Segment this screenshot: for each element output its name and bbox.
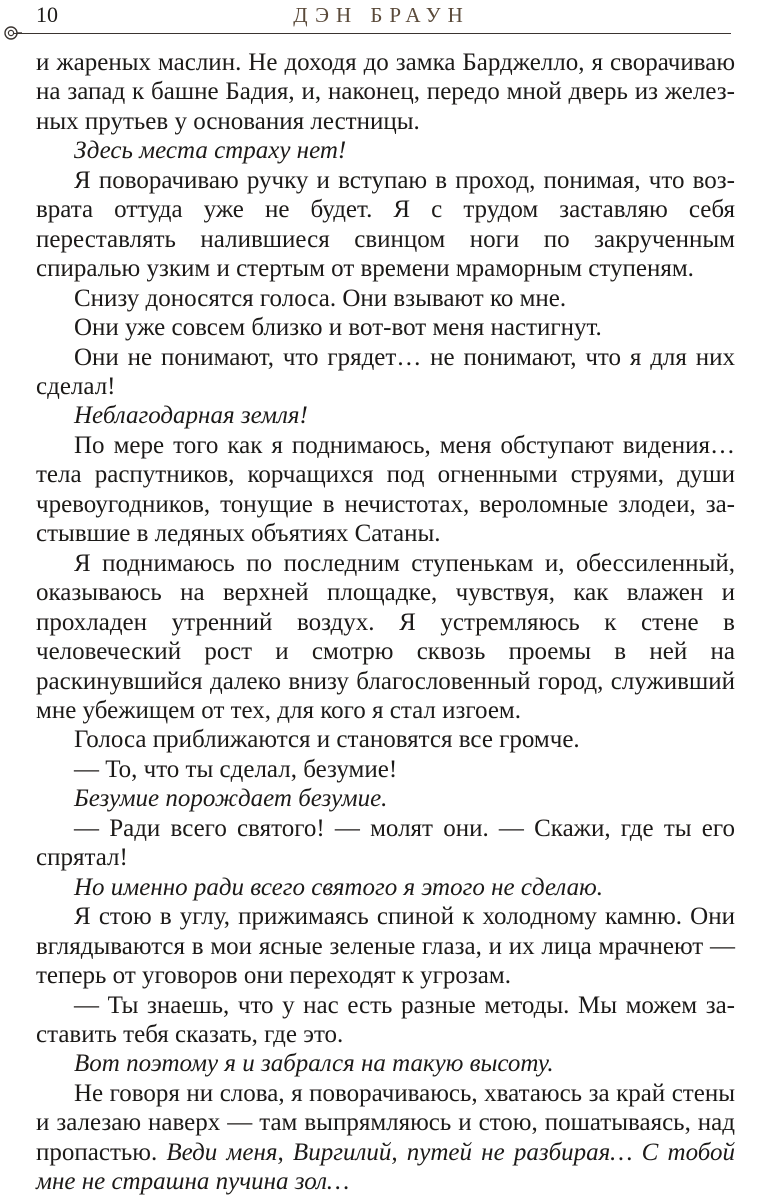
paragraph-italic: Безумие порождает безумие. (74, 785, 388, 813)
paragraph: Я поднимаюсь по последним ступенькам и, обессиленный, оказываюсь на верхней площадке, чувствуя, как влажен и прохладен утренний воздух. Я устремляюсь к стене в человеческий рост и смотрю сквозь проемы в ней на раскинувшийся далеко внизу благословенный город, служивший мне убежищем от тех, для кого я стал изгоем. (36, 549, 735, 724)
paragraph-last (36, 1079, 735, 1197)
dialogue-line: — То, что ты сделал, безумие! (74, 755, 398, 783)
page-number: 10 (36, 2, 58, 27)
dialogue-line: — Ты знаешь, что у нас есть разные методы. Мы можем заставить тебя сказать, где это. (36, 991, 735, 1048)
paragraph: По мере того как я поднимаюсь, меня обступают видения… тела распутников, корчащихся под огненными струями, души чревоугодников, тонущие в нечистотах, вероломные злодеи, застывшие в ледяных объятиях Сатаны. (36, 431, 735, 548)
paragraph-last-text: Не говоря ни слова, я поворачиваюсь, хватаюсь за край стены и залезаю наверх — там выпрямляюсь и стою, пошатываясь, над пропастью. (36, 1079, 735, 1166)
dialogue-line: — Ради всего святого! — молят они. — Скажи, где ты его спрятал! (36, 814, 735, 872)
header-rule (14, 33, 731, 34)
paragraph-last-italic-tail: Веди меня, Виргилий, путей не разбирая… С тобой мне не страшна пучина зол… (36, 1138, 735, 1196)
paragraph: Они уже совсем близко и вот-вот меня настигнут. (74, 314, 602, 342)
paragraph: Я поворачиваю ручку и вступаю в проход, понимая, что возврата оттуда уже не будет. Я с трудом заставляю себя переставлять налившиеся свинцом ноги по закрученным спиралью узким и стертым от времени мраморным ступеням. (36, 166, 735, 283)
paragraph-italic: Но именно ради всего святого я этого не сделаю. (74, 873, 603, 901)
paragraph-italic: Вот поэтому я и забрался на такую высоту. (74, 1050, 554, 1078)
running-head (0, 0, 763, 40)
paragraph-italic: Неблагодарная земля! (74, 402, 308, 430)
paragraph: Они не понимают, что грядет… не понимают, что я для них сделал! (36, 343, 735, 400)
paragraph: Я стою в углу, прижимаясь спиной к холодному камню. Они вглядываются в мои ясные зеленые глаза, и их лица мрачнеют — теперь от уговоров они переходят к угрозам. (36, 903, 735, 990)
body-text (36, 48, 735, 1197)
paragraph-italic: Здесь места страху нет! (74, 137, 347, 165)
paragraph: Снизу доносятся голоса. Они взывают ко мне. (74, 284, 567, 312)
running-title: ДЭН БРАУН (293, 3, 470, 27)
paragraph: и жареных маслин. Не доходя до замка Барджелло, я сворачиваю на запад к башне Бадия, и, наконец, передо мной дверь из железных прутьев у основания лестницы. (36, 49, 735, 135)
paragraph: Голоса приближаются и становятся все громче. (74, 726, 580, 754)
